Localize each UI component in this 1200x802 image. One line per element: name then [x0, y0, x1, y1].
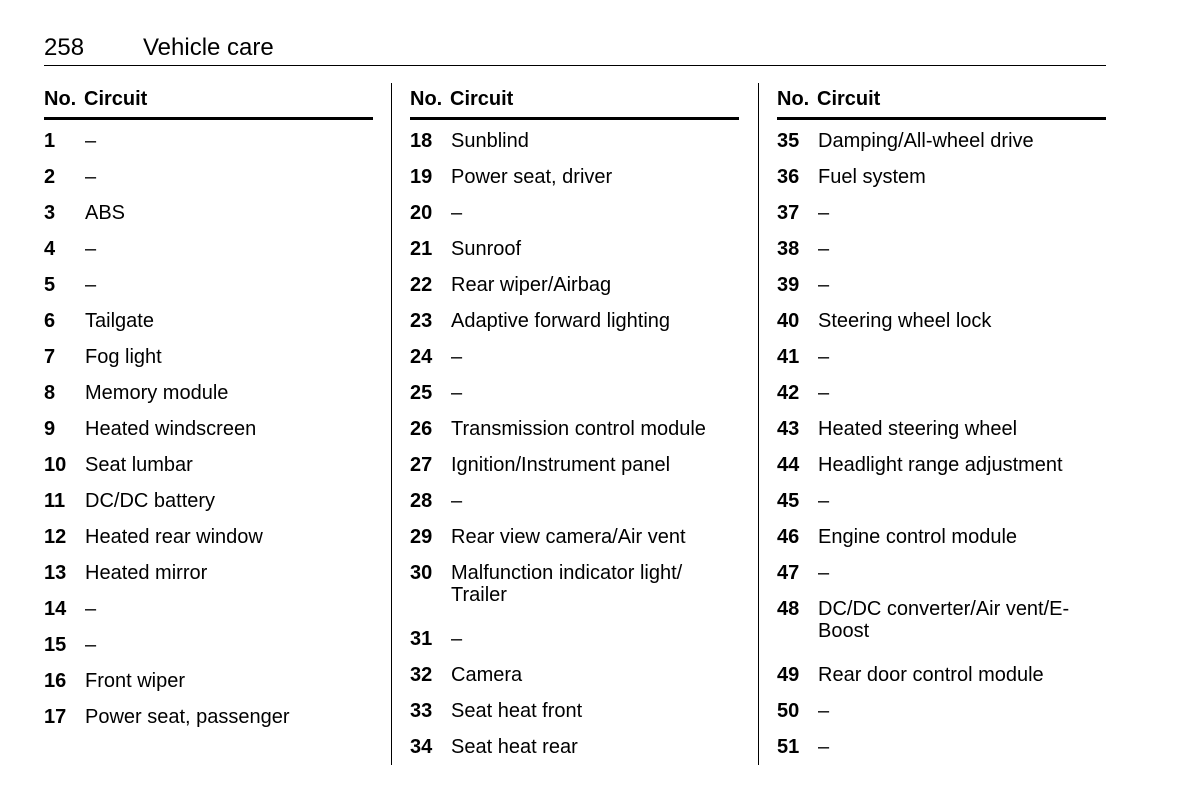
table-row [777, 656, 1106, 692]
fuse-number: 40 [777, 310, 800, 332]
circuit-name: Adaptive forward lighting [451, 310, 671, 332]
table-header [44, 84, 373, 120]
circuit-name: Seat lumbar [85, 454, 193, 476]
fuse-number: 6 [44, 310, 56, 332]
column-header-no: No. [410, 88, 443, 110]
circuit-name: – [85, 166, 97, 188]
fuse-number: 2 [44, 166, 56, 188]
circuit-name: Heated steering wheel [818, 418, 1018, 440]
table-row [44, 482, 373, 518]
table-row [410, 482, 739, 518]
circuit-name: – [818, 736, 830, 758]
circuit-name: – [818, 238, 830, 260]
table-row [410, 230, 739, 266]
table-row [44, 698, 373, 734]
circuit-name: Seat heat front [451, 700, 583, 722]
circuit-name: Ignition/Instrument panel [451, 454, 671, 476]
table-row [410, 158, 739, 194]
circuit-name: – [451, 490, 463, 512]
table-row [410, 554, 739, 620]
fuse-number: 48 [777, 598, 800, 620]
fuse-number: 36 [777, 166, 800, 188]
table-row [410, 692, 739, 728]
table-row [44, 374, 373, 410]
table-row [44, 122, 373, 158]
table-row [410, 410, 739, 446]
fuse-number: 44 [777, 454, 800, 476]
table-row [777, 374, 1106, 410]
table-row [44, 338, 373, 374]
table-row [777, 692, 1106, 728]
circuit-name: – [451, 382, 463, 404]
fuse-number: 4 [44, 238, 56, 260]
fuse-number: 35 [777, 130, 800, 152]
circuit-name: Rear view camera/Air vent [451, 526, 686, 548]
fuse-number: 21 [410, 238, 433, 260]
circuit-name: Transmission control module [451, 418, 706, 440]
table-row [777, 266, 1106, 302]
page-header [44, 32, 1106, 66]
table-row [44, 626, 373, 662]
circuit-name: – [85, 130, 97, 152]
table-row [44, 158, 373, 194]
fuse-number: 42 [777, 382, 800, 404]
table-row [410, 194, 739, 230]
column-divider [391, 83, 392, 765]
circuit-name: – [85, 274, 97, 296]
circuit-name: Steering wheel lock [818, 310, 992, 332]
fuse-number: 11 [44, 490, 66, 512]
fuse-number: 3 [44, 202, 56, 224]
circuit-name: Rear wiper/Airbag [451, 274, 612, 296]
circuit-name: Sunroof [451, 238, 522, 260]
column-header-circuit: Circuit [450, 88, 514, 110]
fuse-number: 47 [777, 562, 800, 584]
fuse-number: 10 [44, 454, 67, 476]
circuit-name: ABS [85, 202, 126, 224]
circuit-name: Power seat, passenger [85, 706, 290, 728]
fuse-number: 49 [777, 664, 800, 686]
fuse-number: 33 [410, 700, 433, 722]
circuit-name: – [451, 202, 463, 224]
circuit-name: – [85, 634, 97, 656]
fuse-number: 13 [44, 562, 67, 584]
table-header [777, 84, 1106, 120]
circuit-name: – [818, 490, 830, 512]
fuse-number: 46 [777, 526, 800, 548]
circuit-name: Headlight range adjustment [818, 454, 1063, 476]
fuse-number: 31 [410, 628, 433, 650]
table-row [44, 446, 373, 482]
fuse-number: 7 [44, 346, 56, 368]
table-row [44, 554, 373, 590]
circuit-name: – [818, 202, 830, 224]
circuit-name: – [85, 238, 97, 260]
circuit-name: Seat heat rear [451, 736, 578, 758]
fuse-number: 1 [44, 130, 56, 152]
fuse-number: 39 [777, 274, 800, 296]
fuse-number: 28 [410, 490, 433, 512]
fuse-number: 12 [44, 526, 67, 548]
fuse-number: 9 [44, 418, 56, 440]
fuse-number: 37 [777, 202, 800, 224]
circuit-name: Rear door control module [818, 664, 1044, 686]
table-row [410, 338, 739, 374]
fuse-number: 20 [410, 202, 433, 224]
circuit-name: Engine control module [818, 526, 1018, 548]
fuse-number: 30 [410, 562, 433, 584]
table-row [777, 194, 1106, 230]
fuse-number: 14 [44, 598, 67, 620]
circuit-name: Sunblind [451, 130, 529, 152]
table-row [777, 302, 1106, 338]
table-row [410, 656, 739, 692]
column-header-circuit: Circuit [817, 88, 881, 110]
table-row [410, 266, 739, 302]
circuit-name: DC/DC converter/Air vent/E-Boost [818, 598, 1070, 642]
table-row [777, 728, 1106, 764]
table-rows [777, 120, 1106, 764]
circuit-name: Camera [451, 664, 523, 686]
table-row [777, 230, 1106, 266]
fuse-number: 23 [410, 310, 433, 332]
table-row [410, 620, 739, 656]
circuit-name: – [85, 598, 97, 620]
table-row [777, 410, 1106, 446]
table-row [777, 446, 1106, 482]
circuit-name: – [451, 628, 463, 650]
fuse-number: 51 [777, 736, 800, 758]
circuit-name: – [818, 562, 830, 584]
circuit-name: Heated windscreen [85, 418, 257, 440]
fuse-number: 27 [410, 454, 433, 476]
fuse-number: 15 [44, 634, 67, 656]
circuit-name: DC/DC battery [85, 490, 216, 512]
column-divider [758, 83, 759, 765]
circuit-name: Fog light [85, 346, 162, 368]
table-row [410, 374, 739, 410]
fuse-number: 45 [777, 490, 800, 512]
circuit-name: Fuel system [818, 166, 926, 188]
table-row [410, 122, 739, 158]
table-row [410, 446, 739, 482]
column-header-no: No. [44, 88, 77, 110]
table-row [44, 266, 373, 302]
circuit-name: – [451, 346, 463, 368]
page-number: 258 [44, 34, 85, 61]
table-rows [44, 120, 373, 734]
circuit-name: Tailgate [85, 310, 154, 332]
fuse-number: 38 [777, 238, 800, 260]
table-rows [410, 120, 739, 764]
table-row [410, 302, 739, 338]
table-row [777, 518, 1106, 554]
circuit-name: – [818, 382, 830, 404]
table-row [44, 590, 373, 626]
fuse-number: 25 [410, 382, 433, 404]
fuse-number: 34 [410, 736, 433, 758]
fuse-number: 24 [410, 346, 433, 368]
circuit-name: Front wiper [85, 670, 186, 692]
fuse-table-column-2 [410, 84, 739, 764]
circuit-name: Memory module [85, 382, 229, 404]
table-row [44, 662, 373, 698]
table-row [44, 302, 373, 338]
fuse-number: 41 [777, 346, 800, 368]
fuse-number: 26 [410, 418, 433, 440]
table-row [777, 158, 1106, 194]
fuse-number: 50 [777, 700, 800, 722]
table-row [44, 194, 373, 230]
fuse-number: 19 [410, 166, 433, 188]
fuse-number: 16 [44, 670, 67, 692]
table-row [777, 590, 1106, 656]
table-row [44, 518, 373, 554]
table-row [44, 410, 373, 446]
table-row [777, 338, 1106, 374]
fuse-number: 8 [44, 382, 56, 404]
column-header-circuit: Circuit [84, 88, 148, 110]
table-row [777, 554, 1106, 590]
fuse-number: 17 [44, 706, 67, 728]
circuit-name: – [818, 700, 830, 722]
fuse-table-column-1 [44, 84, 373, 734]
circuit-name: Heated rear window [85, 526, 263, 548]
circuit-name: Malfunction indicator light/ Trailer [451, 562, 683, 606]
fuse-table-column-3 [777, 84, 1106, 764]
section-title: Vehicle care [143, 34, 274, 61]
fuse-number: 18 [410, 130, 433, 152]
table-row [410, 518, 739, 554]
circuit-name: – [818, 274, 830, 296]
table-row [777, 482, 1106, 518]
fuse-number: 5 [44, 274, 56, 296]
table-row [777, 122, 1106, 158]
table-row [44, 230, 373, 266]
fuse-number: 32 [410, 664, 433, 686]
column-header-no: No. [777, 88, 810, 110]
circuit-name: Damping/All-wheel drive [818, 130, 1034, 152]
table-row [410, 728, 739, 764]
table-header [410, 84, 739, 120]
circuit-name: Power seat, driver [451, 166, 613, 188]
circuit-name: – [818, 346, 830, 368]
fuse-number: 43 [777, 418, 800, 440]
circuit-name: Heated mirror [85, 562, 208, 584]
fuse-number: 22 [410, 274, 433, 296]
fuse-number: 29 [410, 526, 433, 548]
